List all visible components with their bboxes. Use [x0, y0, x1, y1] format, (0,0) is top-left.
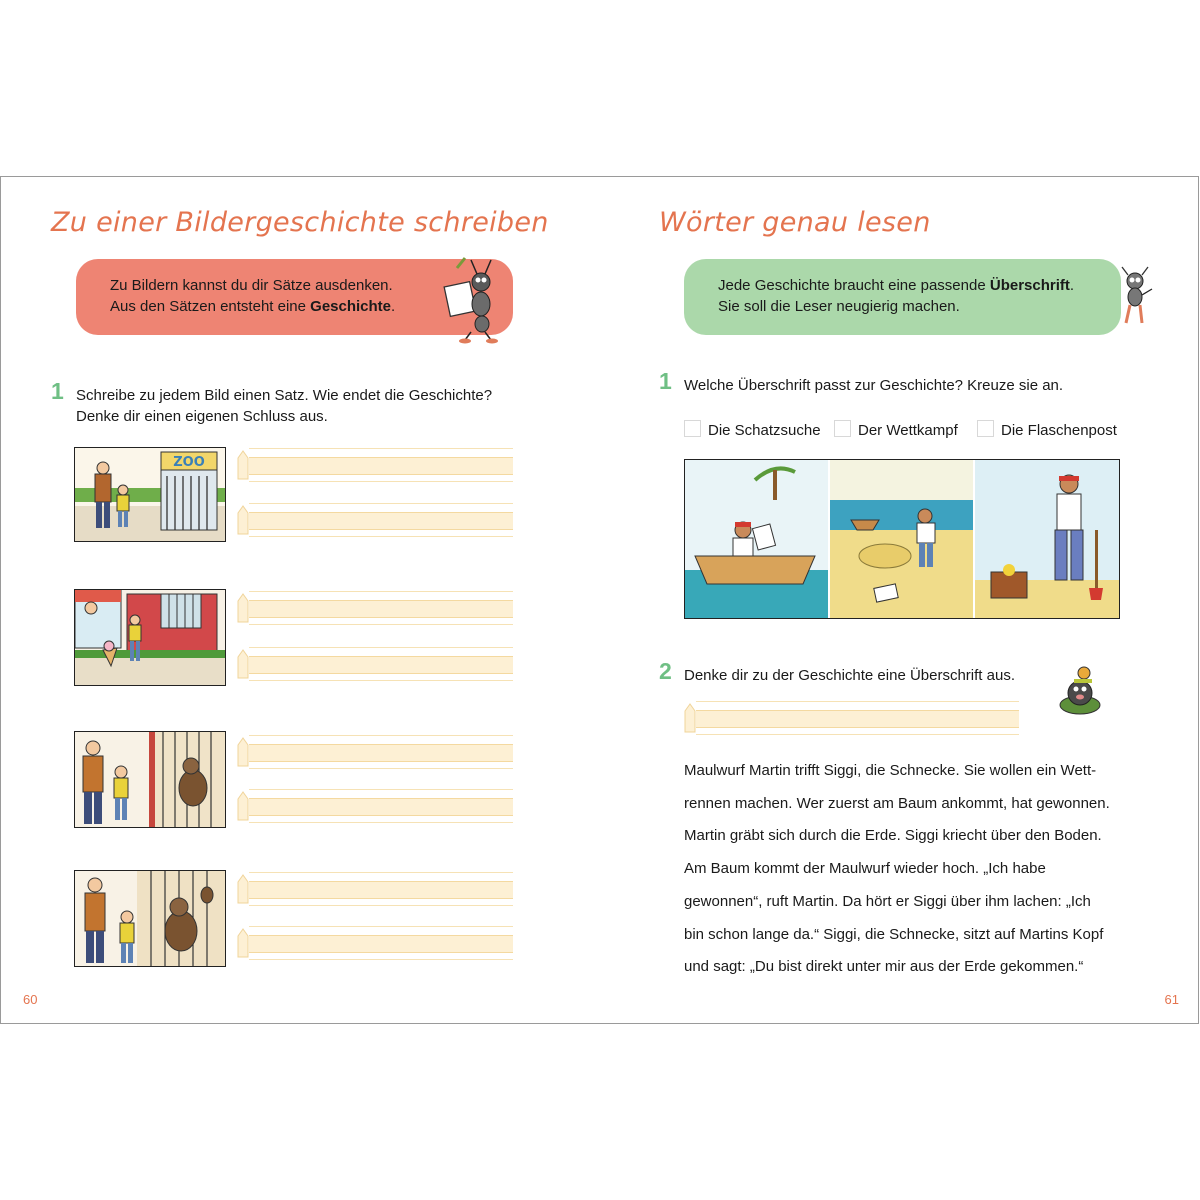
- story-picture-1: [74, 447, 226, 542]
- story-line: Maulwurf Martin trifft Siggi, die Schnecke. Sie wollen ein Wett-: [684, 762, 1097, 779]
- page-title-left: Zu einer Bildergeschichte schreiben: [51, 207, 549, 238]
- story-line: Martin gräbt sich durch die Erde. Siggi kriecht über den Boden.: [684, 827, 1102, 845]
- checkbox[interactable]: [684, 420, 701, 437]
- story-line: gewonnen“, ruft Martin. Da hört er Siggi über ihm lachen: „Ich: [684, 892, 1091, 910]
- pirate-comic-strip: [684, 459, 1120, 619]
- story-line: und sagt: „Du bist direkt unter mir aus der Erde gekommen.“: [684, 958, 1084, 976]
- page-number-left: 60: [23, 992, 38, 1007]
- info-box-right: [684, 259, 1121, 335]
- task-1-instructions-right: Welche Überschrift passt zur Geschichte? Kreuze sie an.: [684, 377, 1064, 394]
- task-2-instructions-right: Denke dir zu der Geschichte eine Überschrift aus.: [684, 667, 1015, 684]
- writing-line[interactable]: [237, 872, 513, 906]
- story-line: rennen machen. Wer zuerst am Baum ankommt, hat gewonnen.: [684, 794, 1110, 812]
- option-wettkampf[interactable]: Der Wettkampf: [834, 420, 958, 439]
- option-flaschenpost[interactable]: Die Flaschenpost: [977, 420, 1117, 439]
- info-box-right-line2: Sie soll die Leser neugierig machen.: [718, 298, 960, 315]
- ant-mascot-icon: [441, 252, 511, 344]
- checkbox[interactable]: [834, 420, 851, 437]
- info-box-left-line2: Aus den Sätzen entsteht eine Geschichte.: [110, 298, 396, 315]
- page-right: [601, 177, 1199, 1023]
- story-line: Am Baum kommt der Maulwurf wieder hoch. „Ich habe: [684, 860, 1046, 878]
- story-picture-3: [74, 731, 226, 828]
- page-left: [1, 177, 601, 1023]
- bug-mascot-icon: [1116, 265, 1156, 327]
- task-1-number-right: 1: [659, 368, 672, 394]
- writing-line[interactable]: [237, 591, 513, 625]
- writing-line[interactable]: [237, 503, 513, 537]
- writing-line[interactable]: [237, 448, 513, 482]
- writing-line[interactable]: [237, 647, 513, 681]
- writing-line[interactable]: [237, 735, 513, 769]
- mole-snail-icon: [1056, 659, 1104, 715]
- writing-line[interactable]: [237, 789, 513, 823]
- task-1-instructions-left: Schreibe zu jedem Bild einen Satz. Wie endet die Geschichte? Denke dir einen eigenen Schluss aus.: [76, 387, 493, 425]
- story-line: bin schon lange da.“ Siggi, die Schnecke, sitzt auf Martins Kopf: [684, 925, 1104, 943]
- book-spread: [0, 176, 1199, 1024]
- title-writing-line[interactable]: [684, 701, 1019, 735]
- info-box-left-line1: Zu Bildern kannst du dir Sätze ausdenken.: [110, 277, 393, 294]
- option-schatzsuche[interactable]: Die Schatzsuche: [684, 420, 821, 439]
- task-1-number-left: 1: [51, 378, 64, 404]
- page-title-right: Wörter genau lesen: [659, 207, 931, 238]
- checkbox[interactable]: [977, 420, 994, 437]
- story-picture-4: [74, 870, 226, 967]
- story-text: [684, 755, 1134, 984]
- task-2-number-right: 2: [659, 658, 672, 684]
- writing-line[interactable]: [237, 926, 513, 960]
- page-number-right: 61: [1164, 992, 1179, 1007]
- story-picture-2: [74, 589, 226, 686]
- zoo-sign: ZOO: [173, 455, 205, 470]
- info-box-right-line1: Jede Geschichte braucht eine passende Überschrift.: [718, 277, 1075, 294]
